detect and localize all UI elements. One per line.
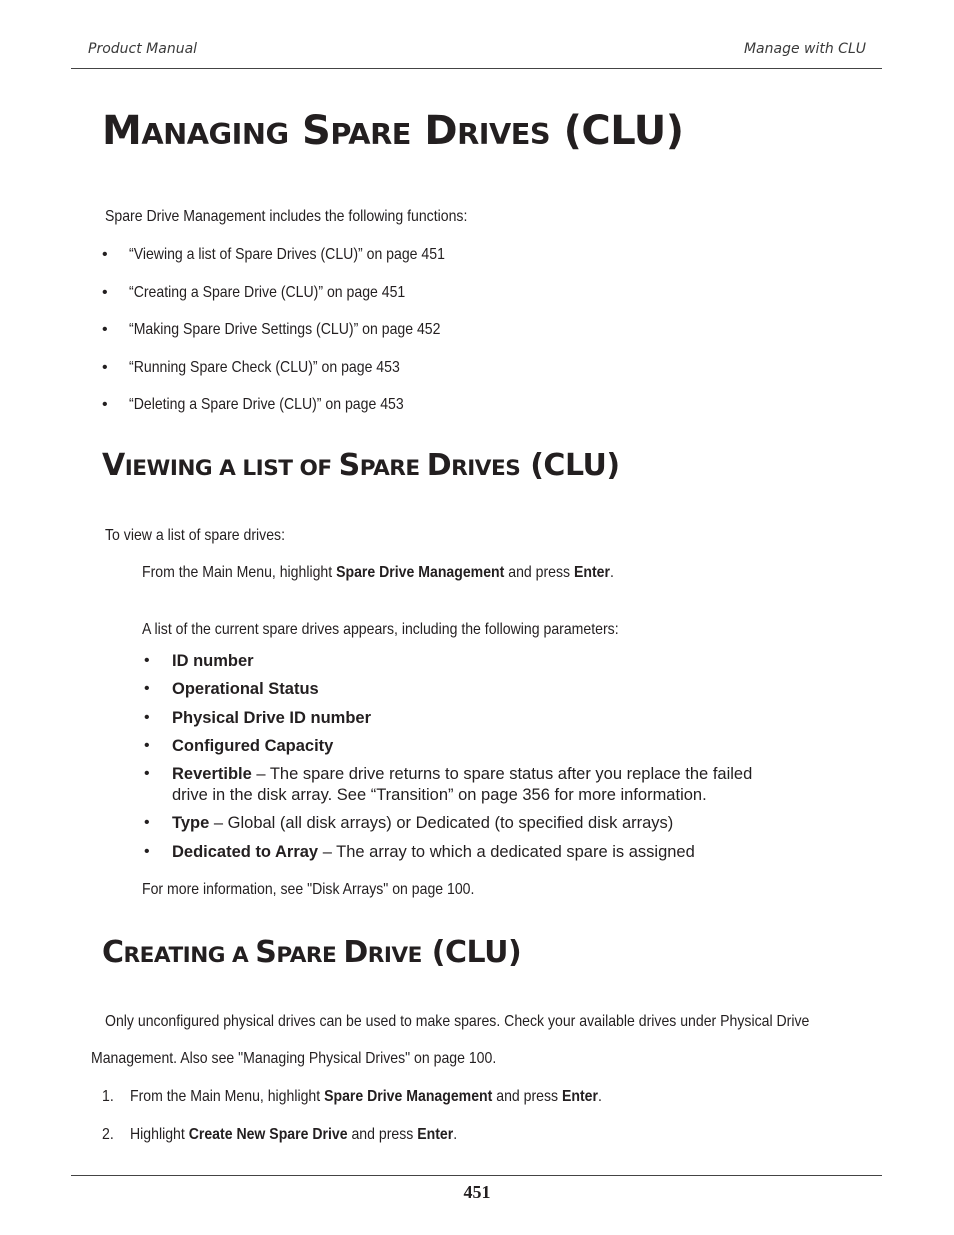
running-header-left: Product Manual — [88, 41, 198, 57]
step-text: Highlight Create New Spare Drive and press Enter. — [130, 1126, 458, 1143]
running-header-right: Manage with CLU — [743, 41, 866, 57]
step-text: From the Main Menu, highlight Spare Drive Management and press Enter. — [130, 1088, 602, 1105]
param-item: Revertible – The spare drive returns to spare status after you replace the failed — [172, 765, 753, 783]
section-heading-viewing: VIEWING A LIST OF SPARE DRIVES (CLU) — [102, 448, 620, 483]
bullet: • — [144, 709, 150, 726]
bullet: • — [102, 396, 108, 413]
param-item: ID number — [172, 652, 254, 670]
bullet: • — [144, 652, 150, 669]
page-number: 451 — [463, 1182, 491, 1202]
function-link-creating[interactable]: “Creating a Spare Drive (CLU)” on page 451 — [129, 284, 406, 301]
bullet: • — [102, 246, 108, 263]
param-item: Type – Global (all disk arrays) or Dedicated (to specified disk arrays) — [172, 814, 674, 832]
bullet: • — [102, 284, 108, 301]
bullet: • — [102, 359, 108, 376]
more-info: For more information, see "Disk Arrays" on page 100. — [142, 881, 475, 898]
function-link-settings[interactable]: “Making Spare Drive Settings (CLU)” on page 452 — [129, 321, 441, 338]
function-link-spare-check[interactable]: “Running Spare Check (CLU)” on page 453 — [129, 359, 400, 376]
bullet: • — [144, 680, 150, 697]
footer-rule — [71, 1175, 882, 1176]
bullet: • — [144, 814, 150, 831]
function-link-deleting[interactable]: “Deleting a Spare Drive (CLU)” on page 453 — [129, 396, 404, 413]
header-rule — [71, 68, 882, 69]
bullet: • — [144, 765, 150, 782]
bullet: • — [144, 737, 150, 754]
params-intro: A list of the current spare drives appears, including the following parameters: — [142, 621, 619, 638]
viewing-step: From the Main Menu, highlight Spare Drive Management and press Enter. — [142, 564, 614, 581]
intro-text: Spare Drive Management includes the following functions: — [105, 208, 468, 225]
creating-paragraph-line2: Management. Also see "Managing Physical Drives" on page 100. — [91, 1050, 497, 1067]
step-number: 1. — [102, 1088, 114, 1105]
param-item: Dedicated to Array – The array to which a dedicated spare is assigned — [172, 843, 695, 861]
step-number: 2. — [102, 1126, 114, 1143]
bullet: • — [102, 321, 108, 338]
section-heading-creating: CREATING A SPARE DRIVE (CLU) — [102, 935, 522, 970]
bullet: • — [144, 843, 150, 860]
param-item: Operational Status — [172, 680, 319, 698]
param-item: Configured Capacity — [172, 737, 334, 755]
param-item-continuation: drive in the disk array. See “Transition” on page 356 for more information. — [172, 786, 707, 804]
creating-paragraph-line1: Only unconfigured physical drives can be used to make spares. Check your available drives under Physical Drive — [105, 1013, 810, 1030]
param-item: Physical Drive ID number — [172, 709, 371, 727]
viewing-lead: To view a list of spare drives: — [105, 527, 285, 544]
function-link-viewing[interactable]: “Viewing a list of Spare Drives (CLU)” on page 451 — [129, 246, 445, 263]
page-title: MANAGING SPARE DRIVES (CLU) — [102, 108, 684, 154]
